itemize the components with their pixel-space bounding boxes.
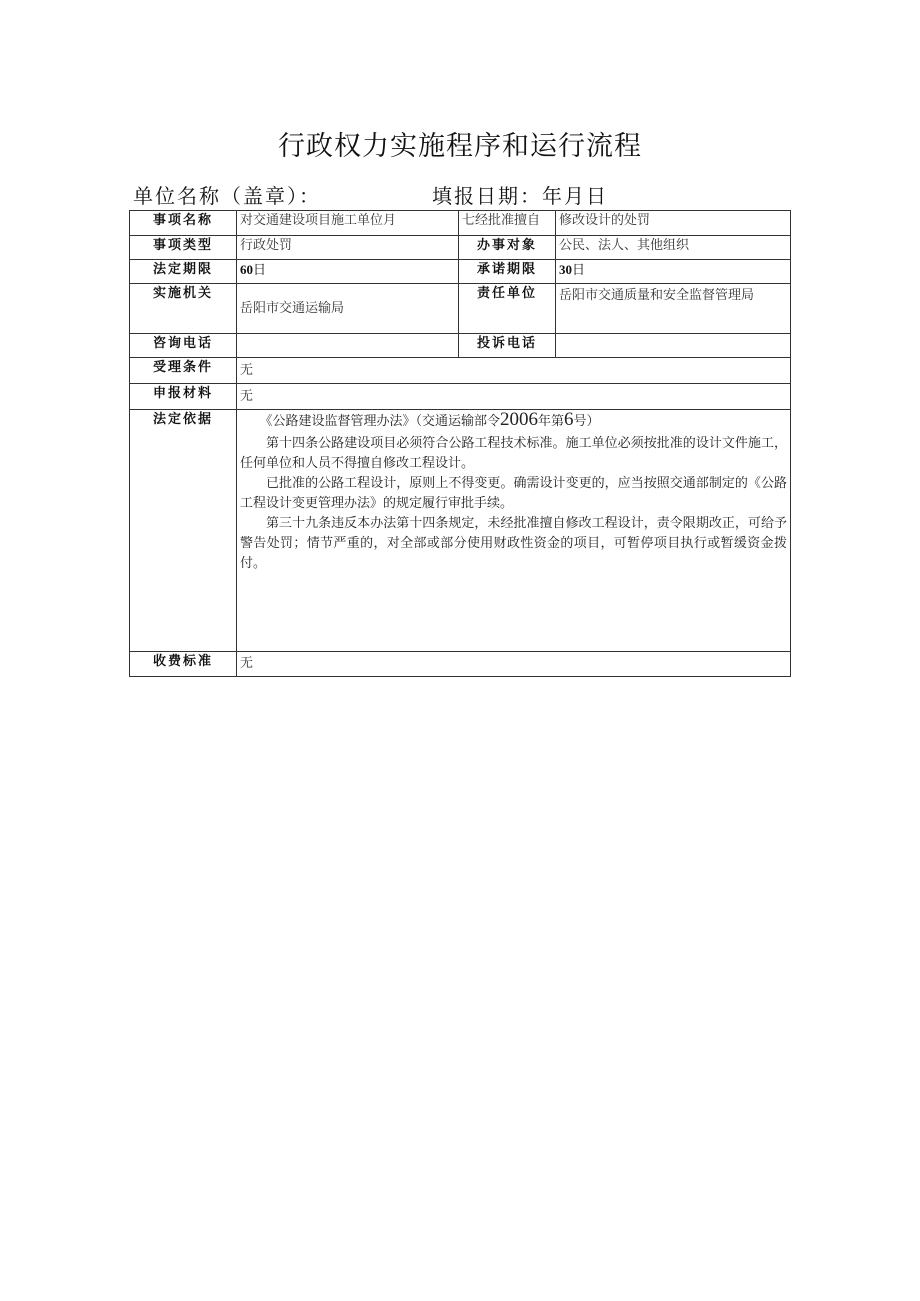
basis-law-year: 2006 <box>500 409 539 430</box>
responsible-value: 岳阳市交通质量和安全监督管理局 <box>556 284 791 334</box>
row-conditions <box>130 358 791 384</box>
promise-term-unit: 日 <box>572 262 586 277</box>
unit-name-label: 单位名称（盖章）： <box>133 184 321 208</box>
consult-phone-value <box>237 334 459 358</box>
basis-paragraph-2: 已批准的公路工程设计，原则上不得变更。确需设计变更的，应当按照交通部制定的《公路工程设计变更管理办法》的规定履行审批手续。 <box>240 476 787 511</box>
basis-law-no: 6 <box>564 409 574 430</box>
agency-value: 岳阳市交通运输局 <box>237 284 459 334</box>
row-agency <box>130 284 791 334</box>
row-phones <box>130 334 791 358</box>
basis-law-suffix: 号） <box>573 414 600 429</box>
fee-value: 无 <box>237 652 791 677</box>
row-materials <box>130 384 791 410</box>
row-fee <box>130 652 791 677</box>
row-terms <box>130 260 791 284</box>
conditions-label: 受理条件 <box>130 358 237 384</box>
item-type-value: 行政处罚 <box>237 236 459 260</box>
target-value: 公民、法人、其他组织 <box>556 236 791 260</box>
legal-term-value: 60 <box>240 262 253 277</box>
basis-paragraph-3: 第三十九条违反本办法第十四条规定，未经批准擅自修改工程设计，责令限期改正，可给予警告处罚；情节严重的，对全部或部分使用财政性资金的项目，可暂停项目执行或暂缓资金拨付。 <box>240 516 787 571</box>
item-name-label: 事项名称 <box>130 211 237 236</box>
row-item-type <box>130 236 791 260</box>
process-form-table <box>129 210 791 677</box>
fill-date-label: 填报日期：年月日 <box>432 184 608 208</box>
promise-term-value: 30 <box>559 262 572 277</box>
responsible-label: 责任单位 <box>459 284 556 334</box>
promise-term-cell <box>556 260 791 284</box>
row-legal-basis <box>130 410 791 652</box>
legal-term-label: 法定期限 <box>130 260 237 284</box>
agency-label: 实施机关 <box>130 284 237 334</box>
materials-value: 无 <box>237 384 791 410</box>
item-name-value-part2: 七经批准擅自 <box>459 211 556 236</box>
complaint-phone-value <box>556 334 791 358</box>
page-title: 行政权力实施程序和运行流程 <box>278 131 642 162</box>
fee-label: 收费标准 <box>130 652 237 677</box>
legal-term-unit: 日 <box>253 262 267 277</box>
basis-law-mid: 年第 <box>538 414 565 429</box>
item-type-label: 事项类型 <box>130 236 237 260</box>
basis-label: 法定依据 <box>130 410 237 652</box>
row-item-name <box>130 211 791 236</box>
complaint-phone-label: 投诉电话 <box>459 334 556 358</box>
legal-term-cell <box>237 260 459 284</box>
materials-label: 申报材料 <box>130 384 237 410</box>
item-name-value-part3: 修改设计的处罚 <box>556 211 791 236</box>
item-name-value-part1: 对交通建设项目施工单位月 <box>237 211 459 236</box>
basis-law-title <box>240 410 787 432</box>
target-label: 办事对象 <box>459 236 556 260</box>
basis-content <box>237 410 791 652</box>
basis-law-prefix: 《公路建设监督管理办法》（交通运输部令 <box>259 414 501 429</box>
basis-paragraph-1: 第十四条公路建设项目必须符合公路工程技术标准。施工单位必须按批准的设计文件施工，任何单位和人员不得擅自修改工程设计。 <box>240 436 787 471</box>
conditions-value: 无 <box>237 358 791 384</box>
promise-term-label: 承诺期限 <box>459 260 556 284</box>
consult-phone-label: 咨询电话 <box>130 334 237 358</box>
